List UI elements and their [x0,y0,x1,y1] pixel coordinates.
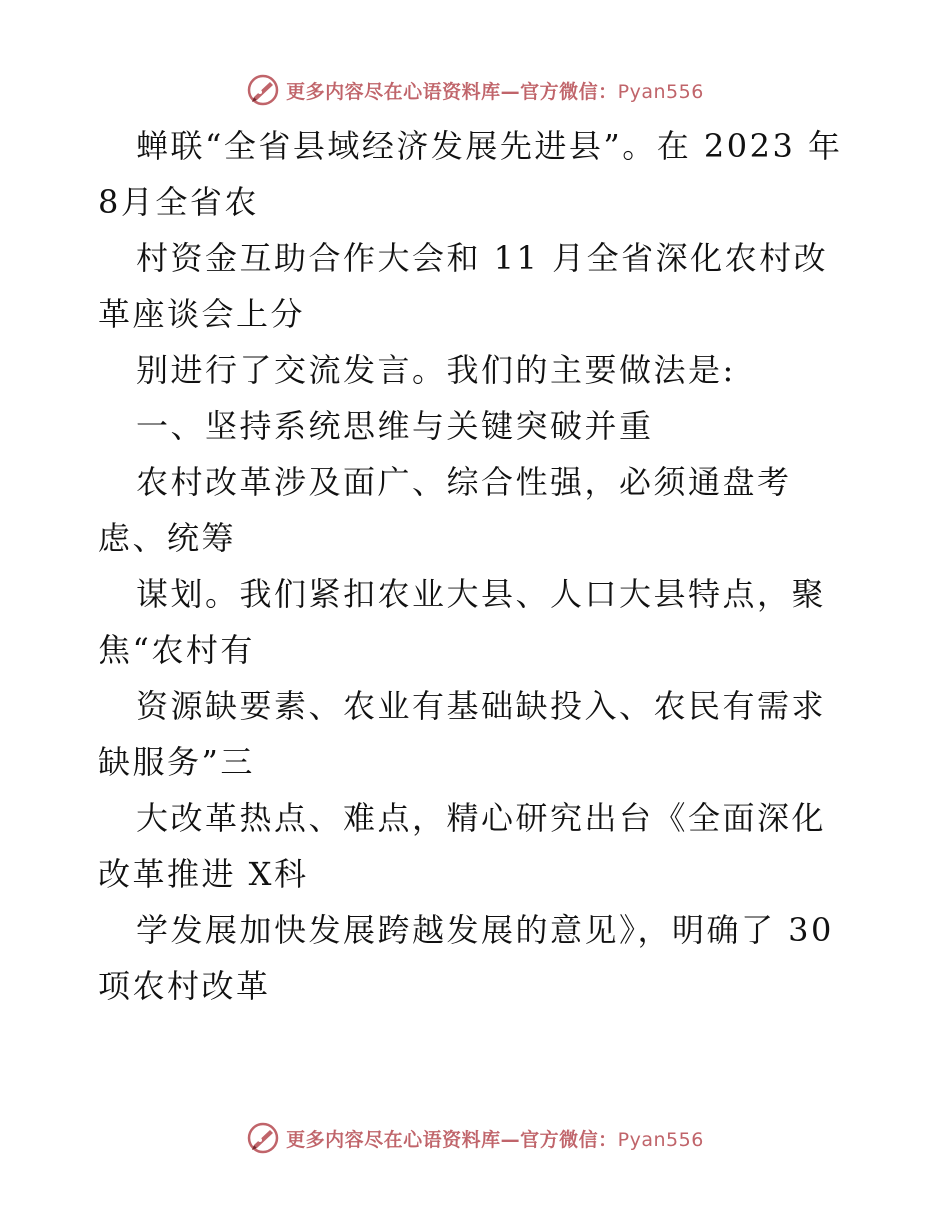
paragraph: 谋划。我们紧扣农业大县、人口大县特点，聚焦“农村有 [98,575,827,669]
watermark-wechat-id: Pyan556 [617,1128,704,1151]
section-heading: 一、坚持系统思维与关键突破并重 [136,407,654,445]
watermark-wechat-id: Pyan556 [617,80,704,103]
paragraph: 别进行了交流发言。我们的主要做法是: [136,351,736,389]
paragraph: 蝉联“全省县域经济发展先进县”。在 2023 年 8月全省农 [98,127,843,221]
watermark-text [286,1125,704,1152]
watermark-main-text: 更多内容尽在心语资料库—官方微信： [286,80,618,103]
pen-logo-icon [246,73,280,107]
document-body [98,118,858,1014]
watermark-text [286,77,704,104]
watermark-header [0,70,950,110]
paragraph: 学发展加快发展跨越发展的意见》，明确了 30 项农村改革 [98,911,834,1005]
watermark-footer [0,1118,950,1158]
paragraph: 农村改革涉及面广、综合性强，必须通盘考虑、统筹 [98,463,792,557]
pen-logo-icon [246,1121,280,1155]
paragraph: 资源缺要素、农业有基础缺投入、农民有需求缺服务”三 [98,687,827,781]
paragraph: 大改革热点、难点，精心研究出台《全面深化改革推进 X科 [98,799,827,893]
paragraph: 村资金互助合作大会和 11 月全省深化农村改革座谈会上分 [98,239,829,333]
watermark-main-text: 更多内容尽在心语资料库—官方微信： [286,1128,618,1151]
